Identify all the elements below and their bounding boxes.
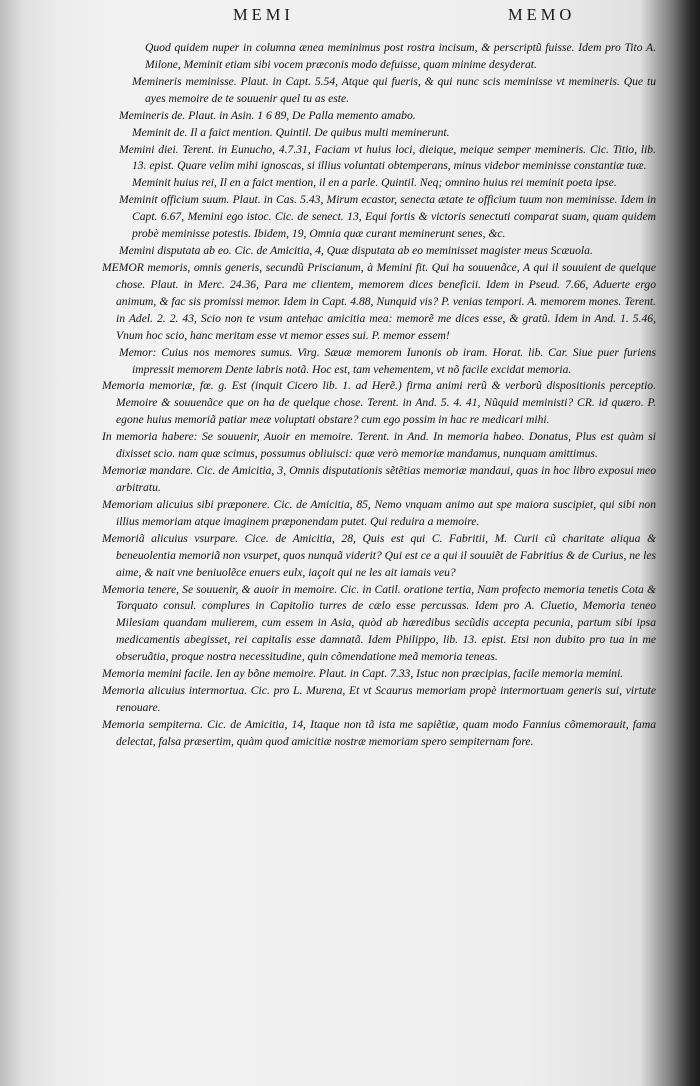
dictionary-entry: Memini disputata ab eo. Cic. de Amicitia, 4, Quæ disputata ab eo meminisset magister meus Scæuola. — [119, 244, 593, 258]
dictionary-entry: Meminit huius rei, Il en a faict mention, il en a parle. Quintil. Neq; omnino huius rei meminit poeta ipse. — [132, 176, 617, 190]
running-head — [0, 5, 700, 35]
dictionary-entry: Memoria sempiterna. Cic. de Amicitia, 14, Itaque non tã ista me sapiẽtiæ, quam modo Fannius cõmemorauit, fama delectat, falsa præsertim, quàm quod amicitiæ nostræ memoriam spero sempiternam fore. — [102, 717, 656, 748]
dictionary-entry: Memineris de. Plaut. in Asin. 1 6 89, De Palla memento amabo. — [119, 108, 416, 122]
dictionary-entry: Memoria tenere, Se souuenir, & auoir in memoire. Cic. in Catil. oratione tertia, Nam profecto memoria tenetis Cota & Torquato consul. complures in Capitolio turres de cælo esse percussas. Idem pro A. Cluetio, Memoria teneo Milesiam quandam mulierem, cum essem in Asia, quòd ab hæredibus secũdis accepta pecunia, partum sibi ipsa medicamentis abegisset, rei capitalis esse damnatã. Idem Philippo, lib. 13. epist. Etsi non dubito pro tua in me obseruãtia, proque nostra necessitudine, quin cõmendatione meã memoria teneas. — [102, 582, 656, 664]
dictionary-entry: Memor: Cuius nos memores sumus. Virg. Sæuæ memorem Iunonis ob iram. Horat. lib. Car. Siue puer furiens impressit memorem Dente labris notã. Hoc est, tam vehementem, vt nõ facile excidat memoria. — [119, 345, 656, 376]
page-gutter-shadow — [0, 0, 22, 1086]
dictionary-entry: Memoriam alicuius sibi præponere. Cic. de Amicitia, 85, Nemo vnquam animo aut spe maiora suscipiet, qui sibi non illius memoriam atque imaginem præponendam putet. Qui reduira a memoire. — [102, 497, 656, 528]
dictionary-entry: Memineris meminisse. Plaut. in Capt. 5.54, Atque qui fueris, & qui nunc scis meminisse vt memineris. Que tu ayes memoire de te souuenir quel tu as este. — [132, 74, 656, 105]
dictionary-entry: In memoria habere: Se souuenir, Auoir en memoire. Terent. in And. In memoria habeo. Donatus, Plus est quàm si dixisset scio. nam quæ scimus, possumus obliuisci: quæ verò memoriæ mandamus, nunquam amittimus. — [102, 430, 656, 461]
dictionary-text — [102, 40, 656, 751]
dictionary-entry: Quod quidem nuper in columna ænea meminimus post rostra incisum, & perscriptũ fuisse. Idem pro Tito A. Milone, Meminit etiam sibi vocem præconis modo defuisse, quam minime desyderat. — [145, 41, 656, 71]
dictionary-headword-entry: MEMOR memoris, omnis generis, secundũ Priscianum, à Memini fit. Qui ha souuenãce, A qui il souuient de quelque chose. Plaut. in Merc. 24.36, Para me clientem, memorem dices beneficii. Idem in Pseud. 7.66, Aduerte ergo animum, & fac sis promissi memor. Idem in Capt. 4.88, Nunquid vis? P. venias tempori. A. memorem mones. Terent. in Adel. 2. 2. 43, Scio non te vsum antehac amicitia mea: memorẽ me dices esse, & gratũ. Idem in And. 1. 5.46, Vnum hoc scio, hanc meritam esse vt memor esses sui. P. memor essem! — [102, 260, 656, 342]
dictionary-entry: Memoria alicuius intermortua. Cic. pro L. Murena, Et vt Scaurus memoriam propè intermortuam generis sui, virtute renouare. — [102, 684, 656, 714]
dictionary-entry: Meminit officium suum. Plaut. in Cas. 5.43, Mirum ecastor, senecta ætate te officium tuum non meminisse. Idem in Capt. 6.67, Memini ego istoc. Cic. de senect. 13, Equi fortis & victoris senectuti comparat suam, quam quidem probè meminisse potestis. Ibidem, 19, Omnia quæ curant meminerunt senes, &c. — [119, 193, 656, 241]
dictionary-entry: Meminit de. Il a faict mention. Quintil. De quibus multi meminerunt. — [132, 125, 450, 139]
dictionary-entry: Memoriã alicuius vsurpare. Cice. de Amicitia, 28, Quis est qui C. Fabritii, M. Curii cũ charitate aliqua & beneuolentia memoriã non vsurpet, quos nunquã viderit? Qui est ce a qui il souuiẽt de Fabritius & de Curius, ne les aime, & nait vne beniuolẽce enuers eulx, iaçoit qui ne les ait iamais veu? — [102, 531, 656, 579]
dictionary-entry: Memoria memini facile. Ien ay bõne memoire. Plaut. in Capt. 7.33, Istuc non præcipias, facile memoria memini. — [102, 667, 624, 681]
dictionary-entry: Memoriæ mandare. Cic. de Amicitia, 3, Omnis disputationis sẽtẽtias memoriæ mandaui, quas in hoc libro exposui meo arbitratu. — [102, 464, 656, 494]
running-head-left: MEMI — [233, 5, 294, 24]
running-head-right: MEMO — [508, 5, 576, 24]
dictionary-entry: Memini diei. Terent. in Eunucho, 4.7.31, Faciam vt huius loci, dieique, meique semper memineris. Cic. Titio, lib. 13. epist. Quare velim mihi ignoscas, si illius voluntati obtemperans, minus videbor meminisse constantiæ tuæ. — [119, 142, 656, 173]
dictionary-headword-entry: Memoria memoriæ, fœ. g. Est (inquit Cicero lib. 1. ad Herẽ.) firma animi rerũ & verborũ dispositionis perceptio. Memoire & souuenãce que on ha de quelque chose. Terent. in And. 5. 4. 41, Nũquid meministi? CR. id quæro. P. egone huius memoriã patiar meæ voluptati obstare? cum ego possim in hac re medicari mihi. — [102, 379, 656, 427]
